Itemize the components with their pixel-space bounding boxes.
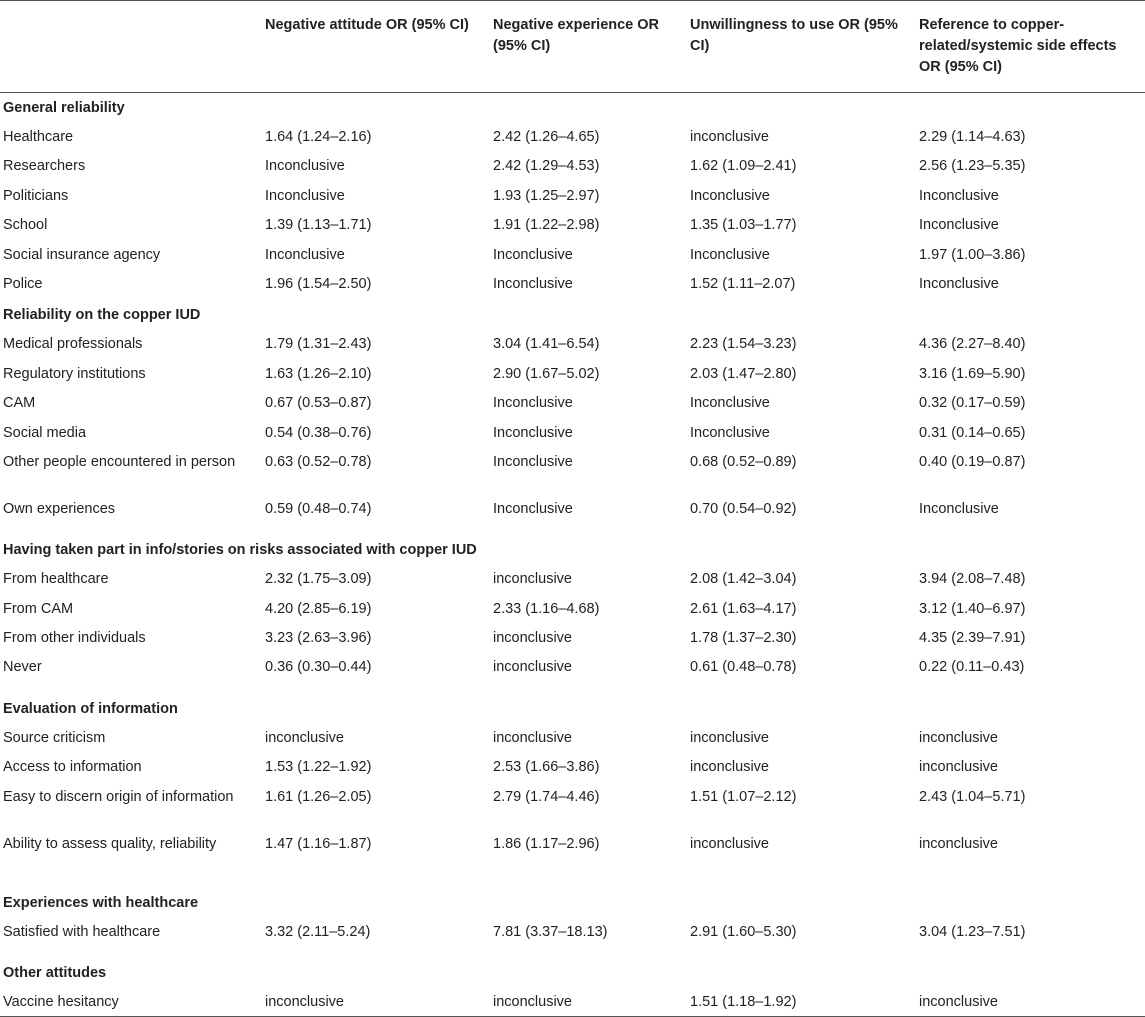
row-label: From CAM (3, 600, 74, 617)
table-cell: Inconclusive (690, 187, 770, 204)
table-cell: inconclusive (262, 989, 490, 1017)
row-label: Source criticism (3, 729, 106, 746)
table-cell: inconclusive (493, 630, 572, 647)
header-cell-3: Unwillingness to use OR (95% CI) (690, 17, 898, 54)
table-cell: 2.79 (1.74–4.46) (493, 788, 600, 805)
table-cell: 2.29 (1.14–4.63) (919, 129, 1026, 145)
table-cell: 0.54 (0.38–0.76) (265, 424, 372, 441)
table-cell: 2.08 (1.42–3.04) (690, 571, 797, 588)
table-cell: Inconclusive (493, 395, 573, 412)
section-title: Reliability on the copper IUD (3, 307, 201, 324)
table-cell: Inconclusive (493, 424, 573, 441)
row-label: Social media (3, 424, 87, 441)
table-cell: 3.94 (2.08–7.48) (919, 571, 1026, 588)
table-cell: 2.53 (1.66–3.86) (493, 759, 600, 776)
section-title: Evaluation of information (3, 700, 178, 717)
table-row (0, 754, 1145, 783)
table-row (0, 390, 1145, 419)
table-row (0, 183, 1145, 212)
table-cell: 3.23 (2.63–3.96) (265, 630, 372, 647)
table-header (0, 1, 1145, 93)
table-row (0, 124, 1145, 153)
row-label: Ability to assess quality, reliability (3, 835, 217, 852)
table-cell: 3.04 (1.23–7.51) (919, 923, 1026, 940)
table-cell: Inconclusive (919, 500, 999, 517)
table-cell: inconclusive (919, 835, 998, 852)
table-row (0, 831, 1145, 878)
section-header-row (0, 525, 1145, 566)
table-cell: 1.93 (1.25–2.97) (493, 187, 600, 204)
table-cell: inconclusive (265, 729, 344, 746)
table-cell: Inconclusive (265, 246, 345, 263)
table-cell: 7.81 (3.37–18.13) (493, 923, 608, 940)
section-title: Having taken part in info/stories on risks associated with copper IUD (3, 542, 477, 559)
row-label: Satisfied with healthcare (3, 923, 161, 940)
table-cell: 2.43 (1.04–5.71) (919, 788, 1026, 805)
table-cell: 2.42 (1.26–4.65) (493, 129, 600, 145)
table-cell: 4.36 (2.27–8.40) (919, 336, 1026, 353)
table-cell: 1.86 (1.17–2.96) (493, 835, 600, 852)
table-cell: 3.04 (1.41–6.54) (493, 336, 600, 353)
table-cell: 0.67 (0.53–0.87) (265, 395, 372, 412)
row-label: From other individuals (3, 630, 146, 647)
section-header-row (0, 300, 1145, 331)
table-row (0, 242, 1145, 271)
table-cell: 2.90 (1.67–5.02) (493, 365, 600, 382)
table-cell: 1.64 (1.24–2.16) (265, 129, 372, 145)
table-cell: inconclusive (690, 759, 769, 776)
section-header-row (0, 684, 1145, 725)
row-label: Access to information (3, 759, 142, 776)
table-cell: 0.32 (0.17–0.59) (919, 395, 1026, 412)
table-cell: 1.97 (1.00–3.86) (919, 246, 1026, 263)
table-cell: Inconclusive (493, 453, 573, 470)
table-cell: 2.56 (1.23–5.35) (919, 158, 1026, 175)
row-label: Regulatory institutions (3, 365, 146, 382)
table-cell: Inconclusive (493, 246, 573, 263)
row-label: Other people encountered in person (3, 453, 236, 470)
table-cell: 0.70 (0.54–0.92) (690, 500, 797, 517)
table-row (0, 654, 1145, 683)
table-cell: 0.40 (0.19–0.87) (919, 453, 1026, 470)
table-row (0, 153, 1145, 182)
table-row (0, 361, 1145, 390)
table-cell: 1.79 (1.31–2.43) (265, 336, 372, 353)
table-row (0, 989, 1145, 1017)
table-row (0, 625, 1145, 654)
table-cell: Inconclusive (690, 424, 770, 441)
table-cell: inconclusive (690, 835, 769, 852)
table-cell: 0.36 (0.30–0.44) (265, 659, 372, 676)
table-cell: 1.96 (1.54–2.50) (265, 275, 372, 292)
table-cell: 0.68 (0.52–0.89) (690, 453, 797, 470)
table-cell: 2.23 (1.54–3.23) (690, 336, 797, 353)
table-cell: inconclusive (493, 571, 572, 588)
table-cell: 1.39 (1.13–1.71) (265, 217, 372, 234)
section-header-row (0, 948, 1145, 989)
table-cell: 0.61 (0.48–0.78) (690, 659, 797, 676)
table-cell: 1.35 (1.03–1.77) (690, 217, 797, 234)
row-label: Easy to discern origin of information (3, 788, 234, 805)
table-row (0, 496, 1145, 525)
row-label: Vaccine hesitancy (0, 989, 262, 1017)
table-cell: 4.20 (2.85–6.19) (265, 600, 372, 617)
table-cell: Inconclusive (919, 187, 999, 204)
table-cell: 3.16 (1.69–5.90) (919, 365, 1026, 382)
table-cell: inconclusive (493, 729, 572, 746)
table-cell: 0.22 (0.11–0.43) (919, 659, 1025, 676)
table-cell: 3.12 (1.40–6.97) (919, 600, 1026, 617)
table-row (0, 271, 1145, 300)
table-row (0, 212, 1145, 241)
section-header-row (0, 93, 1145, 125)
table-cell: 1.51 (1.07–2.12) (690, 788, 797, 805)
table-cell: 3.32 (2.11–5.24) (265, 923, 371, 940)
table-cell: 2.61 (1.63–4.17) (690, 600, 797, 617)
table-cell: 1.62 (1.09–2.41) (690, 158, 797, 175)
table-cell: Inconclusive (493, 500, 573, 517)
row-label: From healthcare (3, 571, 109, 588)
row-label: Medical professionals (3, 336, 143, 353)
table-cell: 1.78 (1.37–2.30) (690, 630, 797, 647)
row-label: CAM (3, 395, 36, 412)
row-label: Social insurance agency (3, 246, 161, 263)
table-cell: 0.31 (0.14–0.65) (919, 424, 1026, 441)
row-label: Researchers (3, 158, 86, 175)
table-row (0, 784, 1145, 831)
table-cell: 0.59 (0.48–0.74) (265, 500, 372, 517)
table-cell: 0.63 (0.52–0.78) (265, 453, 372, 470)
row-label: Own experiences (3, 500, 116, 517)
table-cell: 2.42 (1.29–4.53) (493, 158, 600, 175)
table-row (0, 919, 1145, 948)
table-body (0, 93, 1145, 1017)
table-cell: 1.53 (1.22–1.92) (265, 759, 372, 776)
row-label: Never (3, 659, 42, 676)
table-cell: 2.91 (1.60–5.30) (690, 923, 797, 940)
row-label: Healthcare (3, 129, 74, 145)
table-cell: Inconclusive (919, 275, 999, 292)
table-cell: Inconclusive (265, 187, 345, 204)
table-cell: 1.61 (1.26–2.05) (265, 788, 372, 805)
table-row (0, 596, 1145, 625)
table-cell: Inconclusive (493, 275, 573, 292)
table-cell: Inconclusive (265, 158, 345, 175)
table-row (0, 331, 1145, 360)
table-cell: inconclusive (690, 729, 769, 746)
table-row (0, 449, 1145, 496)
table-cell: 1.91 (1.22–2.98) (493, 217, 600, 234)
header-cell-0 (0, 1, 262, 93)
table-cell: 1.51 (1.18–1.92) (687, 989, 916, 1017)
table-cell: 2.03 (1.47–2.80) (690, 365, 797, 382)
table-cell: inconclusive (690, 129, 769, 145)
table-cell: inconclusive (919, 759, 998, 776)
section-title: Other attitudes (3, 965, 107, 982)
table-cell: 1.63 (1.26–2.10) (265, 365, 372, 382)
table-cell: Inconclusive (690, 246, 770, 263)
table-cell: 1.47 (1.16–1.87) (265, 835, 372, 852)
table-row (0, 420, 1145, 449)
section-title: General reliability (3, 100, 125, 116)
table-row (0, 725, 1145, 754)
header-cell-2: Negative experience OR (95% CI) (493, 17, 660, 54)
row-label: Police (3, 275, 43, 292)
table-cell: Inconclusive (919, 217, 999, 234)
row-label: School (3, 217, 48, 234)
table-cell: 2.33 (1.16–4.68) (493, 600, 600, 617)
table-cell: inconclusive (490, 989, 687, 1017)
table-row (0, 566, 1145, 595)
table-cell: inconclusive (493, 659, 572, 676)
header-cell-4: Reference to copper-related/systemic side effects OR (95% CI) (919, 17, 1117, 75)
header-row (0, 1, 1145, 93)
row-label: Politicians (3, 187, 69, 204)
table-cell: Inconclusive (690, 395, 770, 412)
table-cell: 2.32 (1.75–3.09) (265, 571, 372, 588)
table-cell: inconclusive (916, 989, 1145, 1017)
section-header-row (0, 878, 1145, 919)
table-cell: 4.35 (2.39–7.91) (919, 630, 1026, 647)
table-cell: 1.52 (1.11–2.07) (690, 275, 796, 292)
table-cell: inconclusive (919, 729, 998, 746)
header-cell-1: Negative attitude OR (95% CI) (265, 17, 469, 33)
section-title: Experiences with healthcare (3, 894, 199, 911)
